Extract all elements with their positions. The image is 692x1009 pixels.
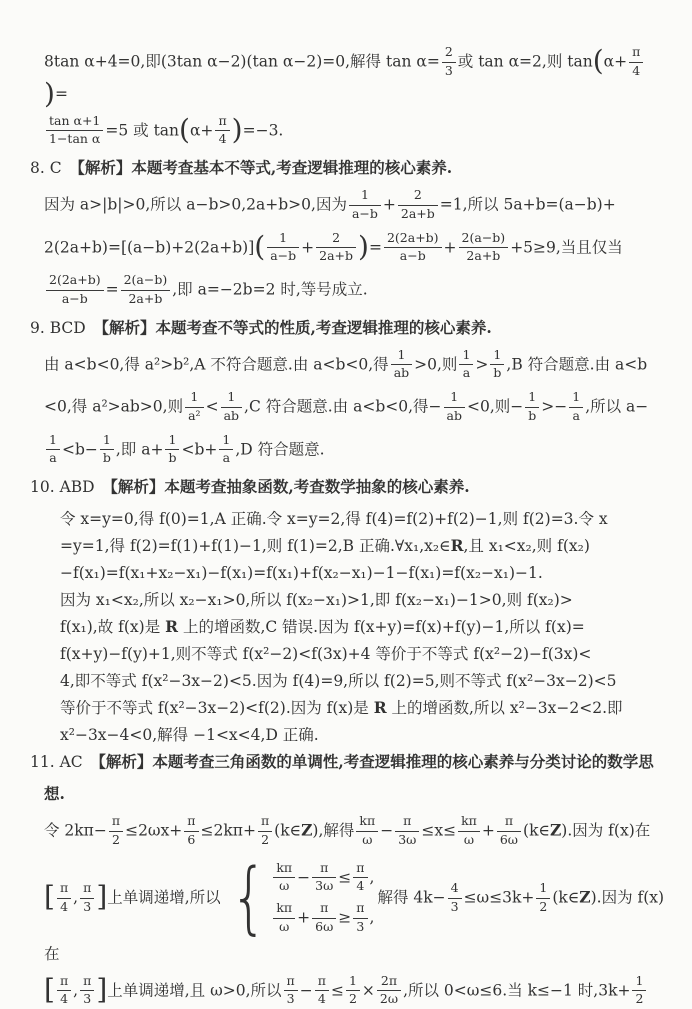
fraction-denominator: a <box>46 450 60 466</box>
document-line <box>30 506 668 532</box>
text-run: − <box>300 981 313 999</box>
math-fraction <box>398 187 438 222</box>
math-fraction <box>377 973 401 1008</box>
math-fraction <box>346 973 360 1008</box>
bold-text: 【解析】本题考查不等式的性质,考查逻辑推理的核心素养. <box>101 318 492 337</box>
fraction-denominator: 4 <box>353 878 367 894</box>
fraction-denominator: a−b <box>349 206 381 222</box>
math-fraction <box>525 389 539 424</box>
fraction-denominator: 2 <box>536 899 550 915</box>
document-line <box>30 813 668 850</box>
text-run: , <box>73 981 78 999</box>
document-line <box>30 722 668 748</box>
fraction-numerator: π <box>57 973 71 992</box>
text-run: ≤2ωx+ <box>125 821 182 839</box>
text-run: < <box>206 397 219 415</box>
fraction-numerator: kπ <box>273 900 295 919</box>
fraction-numerator: π <box>184 813 198 832</box>
text-run: 上的增函数,C 错误.因为 f(x+y)=f(x)+f(y)−1,所以 f(x)= <box>178 618 585 636</box>
math-fraction <box>273 900 295 935</box>
fraction-numerator: 2 <box>442 44 456 63</box>
text-run: + <box>297 908 310 926</box>
text-run: > <box>475 355 488 373</box>
fraction-denominator: 3 <box>80 899 94 915</box>
fraction-denominator: 3 <box>442 63 456 79</box>
text-run: 2(2a+b)=[(a−b)+2(2a+b)] <box>44 238 254 256</box>
fraction-denominator: 2a+b <box>459 248 509 264</box>
math-fraction <box>215 113 229 148</box>
text-run: ,C 符合题意.由 a<b<0,得− <box>244 397 441 415</box>
bold-text: 【解析】本题考查抽象函数,考查数学抽象的核心素养. <box>110 477 470 496</box>
math-fraction <box>165 432 179 467</box>
math-fraction <box>221 389 242 424</box>
text-run: + <box>482 821 495 839</box>
document-line <box>30 749 668 775</box>
math-fraction <box>284 973 298 1008</box>
math-fraction <box>273 860 295 895</box>
text-run: >0,则 <box>414 355 457 373</box>
document-line <box>30 230 668 267</box>
fraction-numerator: π <box>353 860 367 879</box>
fraction-numerator: π <box>284 973 298 992</box>
math-fraction <box>356 813 378 848</box>
math-fraction <box>353 860 367 895</box>
fraction-denominator: ab <box>221 408 242 424</box>
text-run: 因为 a>|b|>0,所以 a−b>0,2a+b>0,因为 <box>44 195 347 213</box>
fraction-denominator: 3ω <box>395 832 419 848</box>
fraction-denominator: a−b <box>384 248 442 264</box>
bold-text: Z <box>301 820 312 839</box>
cases-rows <box>271 856 374 941</box>
text-run: 上单调递增,且 ω>0,所以 <box>107 981 281 999</box>
math-fraction <box>448 880 462 915</box>
text-run: −f(x₁)=f(x₁+x₂−x₁)−f(x₁)=f(x₁)+f(x₂−x₁)−1−f(x₁)=f(x₂−x₁)−1. <box>60 564 543 582</box>
math-fraction <box>312 860 336 895</box>
fraction-numerator: kπ <box>458 813 480 832</box>
fraction-numerator: π <box>497 813 521 832</box>
math-fraction <box>444 389 465 424</box>
math-fraction <box>353 900 367 935</box>
fraction-denominator: ω <box>273 919 295 935</box>
document-line <box>30 856 668 967</box>
fraction-numerator: 1 <box>490 347 504 366</box>
text-run: =−3. <box>243 121 284 139</box>
document-line <box>30 587 668 613</box>
fraction-numerator: 1 <box>444 389 465 408</box>
text-run: + <box>383 195 396 213</box>
fraction-denominator: 2 <box>632 991 646 1007</box>
text-run: − <box>297 868 310 886</box>
math-fraction <box>100 432 114 467</box>
fraction-numerator: π <box>57 880 71 899</box>
document-line <box>30 781 668 807</box>
bold-text: R <box>374 698 387 717</box>
math-fraction <box>569 389 583 424</box>
text-run: + <box>301 238 314 256</box>
text-run: x²−3x−4<0,解得 −1<x<4,D 正确. <box>60 726 319 744</box>
big-delimiter: ( <box>254 230 265 263</box>
text-run: ,D 符合题意. <box>235 440 324 458</box>
fraction-numerator: 4 <box>448 880 462 899</box>
text-run: α+ <box>190 121 213 139</box>
fraction-denominator: b <box>165 450 179 466</box>
fraction-numerator: 2 <box>316 230 356 249</box>
text-run: 8tan α+4=0,即(3tan α−2)(tan α−2)=0,解得 tan α= <box>44 52 440 70</box>
document-line <box>30 614 668 640</box>
fraction-numerator: π <box>315 973 329 992</box>
math-fraction <box>121 272 171 307</box>
fraction-numerator: 2(2a+b) <box>46 272 104 291</box>
math-fraction <box>629 44 643 79</box>
text-run: ,即 a+ <box>116 440 164 458</box>
math-fraction <box>395 813 419 848</box>
text-run: ≤x≤ <box>421 821 456 839</box>
document-line <box>30 973 668 1009</box>
fraction-numerator: 1 <box>536 880 550 899</box>
fraction-denominator: 1−tan α <box>46 131 103 147</box>
fraction-denominator: a−b <box>267 248 299 264</box>
fraction-denominator: 3 <box>80 991 94 1007</box>
fraction-denominator: 4 <box>215 131 229 147</box>
text-run: 令 2kπ− <box>44 821 107 839</box>
text-run: = <box>55 85 68 103</box>
cases-row <box>271 900 374 937</box>
big-delimiter: ) <box>232 113 243 146</box>
math-fraction <box>490 347 504 382</box>
fraction-numerator: 2 <box>398 187 438 206</box>
fraction-numerator: 1 <box>349 187 381 206</box>
text-run: ≤ω≤3k+ <box>464 888 535 906</box>
fraction-denominator: b <box>100 450 114 466</box>
text-run: <0,得 a²>ab>0,则 <box>44 397 183 415</box>
fraction-numerator: π <box>80 880 94 899</box>
math-fraction <box>267 230 299 265</box>
math-fraction <box>46 272 104 307</box>
fraction-numerator: 2(a−b) <box>459 230 509 249</box>
document-line <box>30 695 668 721</box>
fraction-numerator: 1 <box>267 230 299 249</box>
text-run: ,所以 a− <box>585 397 648 415</box>
document-line <box>30 272 668 309</box>
text-run: ≤2kπ+ <box>201 821 256 839</box>
fraction-numerator: tan α+1 <box>46 113 103 132</box>
text-run: f(x₁),故 f(x)是 <box>60 618 165 636</box>
fraction-denominator: ω <box>458 832 480 848</box>
fraction-denominator: ab <box>444 408 465 424</box>
fraction-numerator: 2(2a+b) <box>384 230 442 249</box>
fraction-denominator: ω <box>356 832 378 848</box>
fraction-numerator: 2(a−b) <box>121 272 171 291</box>
math-fraction <box>109 813 123 848</box>
fraction-denominator: 2 <box>346 991 360 1007</box>
fraction-denominator: 2a+b <box>398 206 438 222</box>
document-line <box>30 641 668 667</box>
fraction-numerator: 1 <box>221 389 242 408</box>
math-fraction <box>184 813 198 848</box>
text-run: +5≥9,当且仅当 <box>510 238 623 256</box>
text-run: , <box>370 908 375 926</box>
fraction-numerator: 1 <box>569 389 583 408</box>
fraction-denominator: 4 <box>629 63 643 79</box>
math-fraction <box>536 880 550 915</box>
text-run: <b− <box>62 440 98 458</box>
math-fraction <box>80 880 94 915</box>
math-fraction <box>46 113 103 148</box>
fraction-numerator: π <box>258 813 272 832</box>
fraction-denominator: 2ω <box>377 991 401 1007</box>
text-run: <0,则− <box>467 397 523 415</box>
text-run: =1,所以 5a+b=(a−b)+ <box>440 195 616 213</box>
document-line <box>30 187 668 224</box>
fraction-numerator: 1 <box>185 389 203 408</box>
fraction-numerator: kπ <box>273 860 295 879</box>
fraction-denominator: 6 <box>184 832 198 848</box>
text-run: (k∈ <box>523 821 550 839</box>
math-fraction <box>258 813 272 848</box>
text-run: α+ <box>604 52 627 70</box>
fraction-denominator: 2 <box>109 832 123 848</box>
fraction-numerator: 1 <box>346 973 360 992</box>
text-run: 上的增函数,所以 x²−3x−2<2.即 <box>387 699 623 717</box>
fraction-numerator: 1 <box>165 432 179 451</box>
fraction-numerator: π <box>395 813 419 832</box>
text-run: ≤ <box>338 868 351 886</box>
text-run: ,所以 0<ω≤6.当 k≤−1 时,3k+ <box>403 981 630 999</box>
document-line <box>30 668 668 694</box>
fraction-numerator: 1 <box>391 347 412 366</box>
big-delimiter: ] <box>96 973 107 1006</box>
text-run: 4,即不等式 f(x²−3x−2)<5.因为 f(4)=9,所以 f(2)=5,则不等式 f(x²−3x−2)<5 <box>60 672 617 690</box>
text-run: ,即 a=−2b=2 时,等号成立. <box>172 280 367 298</box>
big-delimiter: ( <box>179 113 190 146</box>
document-line <box>30 315 668 341</box>
fraction-denominator: 6ω <box>312 919 336 935</box>
text-run: 11. AC <box>30 753 98 771</box>
text-run: =y=1,得 f(2)=f(1)+f(1)−1,则 f(1)=2,B 正确.∀x₁,x₂∈ <box>60 537 451 555</box>
text-run: ,B 符合题意.由 a<b <box>506 355 647 373</box>
bold-text: Z <box>579 887 590 906</box>
document-line <box>30 533 668 559</box>
fraction-denominator: a² <box>185 408 203 424</box>
fraction-numerator: 1 <box>459 347 473 366</box>
text-run: ,且 x₁<x₂,则 f(x₂) <box>463 537 589 555</box>
fraction-denominator: 2a+b <box>316 248 356 264</box>
text-run: 由 a<b<0,得 a²>b²,A 不符合题意.由 a<b<0,得 <box>44 355 389 373</box>
fraction-denominator: 4 <box>57 991 71 1007</box>
fraction-numerator: π <box>109 813 123 832</box>
math-fraction <box>391 347 412 382</box>
bold-text: 【解析】本题考查三角函数的单调性,考查逻辑推理的核心素养与分类讨论的数学思 <box>98 752 654 771</box>
math-fraction <box>315 973 329 1008</box>
cases-group: { $\frac{k\pi}{\omega}$ − $\frac{\pi}{3\omega}$ ≤ $\frac{\pi}{4}$ , $\frac{k\pi}{\omega}$ + $\frac{\pi}{6\omega}$ ≥ $\frac{\pi}{3}$ , <box>224 856 375 941</box>
fraction-numerator: π <box>215 113 229 132</box>
fraction-denominator: 2a+b <box>121 291 171 307</box>
text-run: × <box>362 981 375 999</box>
math-fraction <box>57 880 71 915</box>
document-line <box>30 347 668 384</box>
fraction-numerator: 2π <box>377 973 401 992</box>
fraction-numerator: π <box>312 900 336 919</box>
bold-text: R <box>165 617 178 636</box>
text-run: 或 tan α=2,则 tan <box>458 52 593 70</box>
big-delimiter: ( <box>593 44 604 77</box>
fraction-denominator: b <box>490 365 504 381</box>
math-fraction <box>442 44 456 79</box>
text-run: f(x+y)−f(y)+1,则不等式 f(x²−2)<f(3x)+4 等价于不等式 f(x²−2)−f(3x)< <box>60 645 591 663</box>
text-run: ).因为 f(x)在 <box>561 821 650 839</box>
math-fraction <box>185 389 203 424</box>
text-run: 9. BCD <box>30 319 101 337</box>
text-run: , <box>73 888 78 906</box>
fraction-numerator: 1 <box>100 432 114 451</box>
fraction-denominator: 3ω <box>312 878 336 894</box>
fraction-numerator: 1 <box>632 973 646 992</box>
math-fraction <box>458 813 480 848</box>
fraction-denominator: b <box>525 408 539 424</box>
fraction-denominator: 4 <box>57 899 71 915</box>
fraction-numerator: π <box>80 973 94 992</box>
big-delimiter: ) <box>358 230 369 263</box>
fraction-numerator: kπ <box>356 813 378 832</box>
math-fraction <box>219 432 233 467</box>
text-run: =5 或 tan <box>105 121 179 139</box>
text-run: 解得 4k− <box>377 888 445 906</box>
document-body <box>30 44 668 1009</box>
document-line <box>30 44 668 107</box>
text-run: − <box>380 821 393 839</box>
text-run: 因为 x₁<x₂,所以 x₂−x₁>0,所以 f(x₂−x₁)>1,即 f(x₂−x₁)−1>0,则 f(x₂)> <box>60 591 573 609</box>
document-line <box>30 432 668 469</box>
math-fraction <box>46 432 60 467</box>
text-run: , <box>370 868 375 886</box>
text-run: 8. C <box>30 159 77 177</box>
text-run: (k∈ <box>552 888 579 906</box>
big-delimiter: [ <box>44 880 55 913</box>
document-line <box>30 560 668 586</box>
fraction-numerator: 1 <box>525 389 539 408</box>
fraction-denominator: ω <box>273 878 295 894</box>
fraction-denominator: 4 <box>315 991 329 1007</box>
math-fraction <box>57 973 71 1008</box>
fraction-denominator: a <box>569 408 583 424</box>
math-fraction <box>497 813 521 848</box>
math-fraction <box>384 230 442 265</box>
fraction-numerator: 1 <box>46 432 60 451</box>
text-run: ≥ <box>338 908 351 926</box>
text-run: ),解得 <box>312 821 354 839</box>
text-run: 10. ABD <box>30 478 110 496</box>
text-run: 等价于不等式 f(x²−3x−2)<f(2).因为 f(x)是 <box>60 699 374 717</box>
math-fraction <box>459 230 509 265</box>
big-delimiter: ] <box>96 880 107 913</box>
text-run: 令 x=y=0,得 f(0)=1,A 正确.令 x=y=2,得 f(4)=f(2)+f(2)−1,则 f(2)=3.令 x <box>60 510 608 528</box>
bold-text: 想. <box>44 784 65 803</box>
fraction-denominator: 3 <box>284 991 298 1007</box>
fraction-denominator: 6ω <box>497 832 521 848</box>
text-run: + <box>444 238 457 256</box>
bold-text: 【解析】本题考查基本不等式,考查逻辑推理的核心素养. <box>77 158 452 177</box>
text-run: 上单调递增,所以 <box>107 888 220 906</box>
document-line <box>30 474 668 500</box>
text-run: ≤ <box>331 981 344 999</box>
text-run: ).因为 f(x)在 <box>44 888 664 963</box>
fraction-denominator: a <box>219 450 233 466</box>
text-run: = <box>106 280 119 298</box>
big-delimiter: [ <box>44 973 55 1006</box>
text-run: <b+ <box>181 440 217 458</box>
fraction-denominator: 3 <box>353 919 367 935</box>
fraction-numerator: π <box>629 44 643 63</box>
math-fraction <box>459 347 473 382</box>
big-delimiter: ) <box>44 77 55 110</box>
document-line <box>30 113 668 150</box>
bold-text: Z <box>550 820 561 839</box>
math-fraction <box>632 973 646 1008</box>
document-line <box>30 155 668 181</box>
math-fraction <box>312 900 336 935</box>
fraction-numerator: π <box>353 900 367 919</box>
fraction-denominator: a−b <box>46 291 104 307</box>
document-line <box>30 389 668 426</box>
text-run: (k∈ <box>274 821 301 839</box>
fraction-denominator: a <box>459 365 473 381</box>
math-fraction <box>316 230 356 265</box>
fraction-denominator: 3 <box>448 899 462 915</box>
fraction-denominator: ab <box>391 365 412 381</box>
text-run: >− <box>541 397 567 415</box>
bold-text: R <box>451 536 464 555</box>
math-fraction <box>80 973 94 1008</box>
cases-row <box>271 860 374 897</box>
fraction-denominator: 2 <box>258 832 272 848</box>
math-fraction <box>349 187 381 222</box>
fraction-numerator: 1 <box>219 432 233 451</box>
fraction-numerator: π <box>312 860 336 879</box>
text-run: = <box>369 238 382 256</box>
